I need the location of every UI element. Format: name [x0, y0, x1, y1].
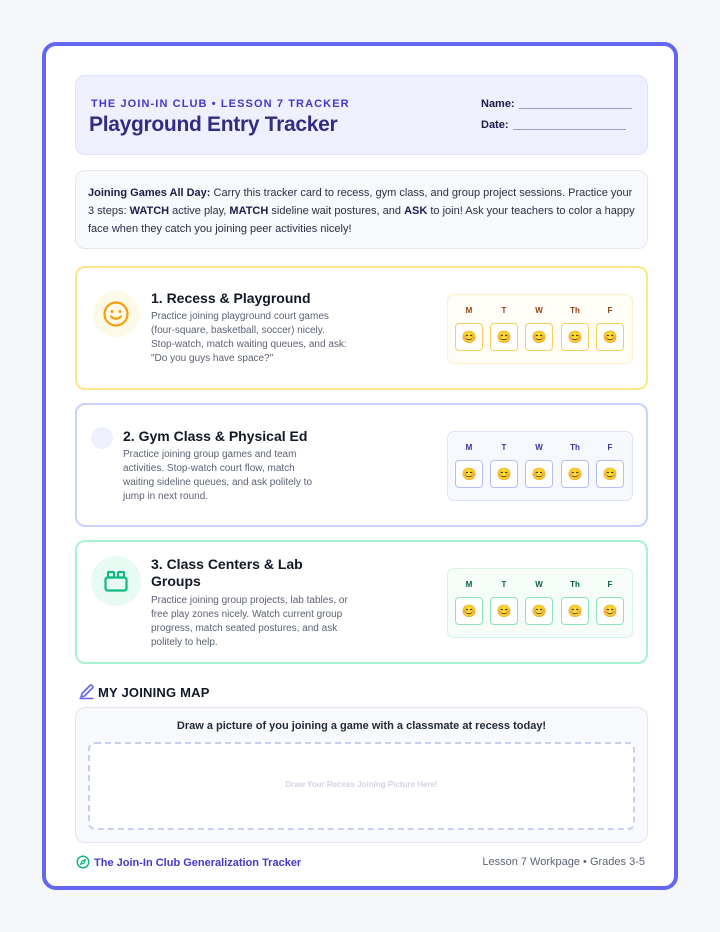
face-box[interactable]: 😊: [455, 323, 483, 351]
face-box[interactable]: 😊: [561, 597, 589, 625]
card-title: 2. Gym Class & Physical Ed: [123, 428, 308, 444]
face-box[interactable]: 😊: [561, 323, 589, 351]
joining-map-panel: [75, 707, 648, 843]
day-label: T: [501, 443, 507, 452]
face-box[interactable]: 😊: [455, 460, 483, 488]
face-box[interactable]: 😊: [596, 460, 624, 488]
face-box[interactable]: 😊: [490, 460, 518, 488]
day-label: W: [535, 443, 543, 452]
name-label: Name:: [481, 98, 515, 110]
card-gym: [75, 403, 648, 527]
date-label: Date:: [481, 119, 509, 131]
intro-watch: WATCH: [129, 205, 170, 217]
day-wednesday: [525, 579, 553, 625]
day-label: F: [607, 306, 613, 315]
day-label: F: [607, 580, 613, 589]
day-label: T: [501, 580, 507, 589]
smiley-icon: [102, 300, 130, 328]
week-tracker: [447, 294, 633, 364]
blocks-badge: [91, 556, 141, 606]
face-box[interactable]: 😊: [596, 597, 624, 625]
intro-text-1: Carry this tracker card to recess, gym class, and group project sessions. Practice your 3 steps:: [88, 187, 633, 217]
day-label: Th: [570, 306, 580, 315]
blocks-icon: [103, 569, 129, 593]
day-label: W: [535, 580, 543, 589]
day-label: M: [465, 306, 473, 315]
week-tracker: [447, 568, 633, 638]
day-thursday: [561, 442, 589, 488]
drawing-area[interactable]: [88, 742, 635, 830]
date-line: [513, 129, 626, 130]
face-box[interactable]: 😊: [455, 597, 483, 625]
compass-icon: [76, 855, 90, 869]
card-title: 3. Class Centers & Lab Groups: [151, 556, 303, 589]
intro-lead: Joining Games All Day:: [88, 187, 211, 199]
footer-brand: [76, 855, 301, 869]
day-monday: [455, 579, 483, 625]
header-panel: [75, 75, 648, 155]
day-label: W: [535, 306, 543, 315]
pencil-icon: [78, 683, 95, 700]
card-description: Practice joining playground court games (four-square, basketball, soccer) nicely. Stop-watch, match waiting queues, and ask: "Do you guys have space?": [151, 311, 347, 364]
day-tuesday: [490, 579, 518, 625]
name-line: [519, 108, 632, 109]
intro-text-3: sideline wait postures, and: [268, 205, 405, 217]
day-thursday: [561, 305, 589, 351]
smiley-badge: [93, 291, 139, 337]
intro-text-4: to join! Ask your teachers to color a happy face when they catch you joining peer activities nicely!: [88, 205, 635, 235]
footer-brand-text: The Join-In Club Generalization Tracker: [94, 857, 302, 869]
day-friday: [596, 442, 624, 488]
face-box[interactable]: 😊: [490, 323, 518, 351]
footer-lesson-info: Lesson 7 Workpage • Grades 3-5: [482, 856, 645, 868]
card-centers: [75, 540, 648, 664]
day-friday: [596, 305, 624, 351]
day-tuesday: [490, 442, 518, 488]
face-box[interactable]: 😊: [525, 323, 553, 351]
face-box[interactable]: 😊: [561, 460, 589, 488]
intro-ask: ASK: [404, 205, 428, 217]
map-heading-text: MY JOINING MAP: [98, 685, 210, 700]
map-heading: [78, 683, 210, 700]
card-description: Practice joining group projects, lab tables, or free play zones nicely. Watch current group progress, match seated postures, and ask politely to help.: [151, 595, 348, 648]
day-label: M: [465, 443, 473, 452]
day-label: Th: [570, 580, 580, 589]
drawing-hint: Draw Your Recess Joining Picture Here!: [285, 780, 438, 789]
intro-panel: [75, 170, 648, 249]
face-box[interactable]: 😊: [490, 597, 518, 625]
intro-text-2: active play,: [169, 205, 230, 217]
date-field[interactable]: [481, 119, 626, 131]
card-title: 1. Recess & Playground: [151, 290, 311, 306]
day-label: T: [501, 306, 507, 315]
worksheet-page: [42, 42, 678, 890]
day-monday: [455, 305, 483, 351]
day-wednesday: [525, 305, 553, 351]
day-tuesday: [490, 305, 518, 351]
page-title: Playground Entry Tracker: [89, 113, 338, 136]
card-recess: [75, 266, 648, 390]
week-tracker: [447, 431, 633, 501]
day-friday: [596, 579, 624, 625]
day-thursday: [561, 579, 589, 625]
lesson-kicker: THE JOIN-IN CLUB • LESSON 7 TRACKER: [91, 98, 350, 110]
day-wednesday: [525, 442, 553, 488]
map-prompt: Draw a picture of you joining a game with a classmate at recess today!: [176, 720, 547, 732]
day-label: M: [465, 580, 473, 589]
intro-match: MATCH: [229, 205, 269, 217]
blank-badge-icon: [91, 427, 113, 449]
card-description: Practice joining group games and team activities. Stop-watch court flow, match waiting sideline queues, and ask politely to jump in next round.: [123, 449, 313, 502]
face-box[interactable]: 😊: [525, 460, 553, 488]
name-field[interactable]: [481, 98, 632, 110]
face-box[interactable]: 😊: [596, 323, 624, 351]
face-box[interactable]: 😊: [525, 597, 553, 625]
day-monday: [455, 442, 483, 488]
day-label: Th: [570, 443, 580, 452]
day-label: F: [607, 443, 613, 452]
